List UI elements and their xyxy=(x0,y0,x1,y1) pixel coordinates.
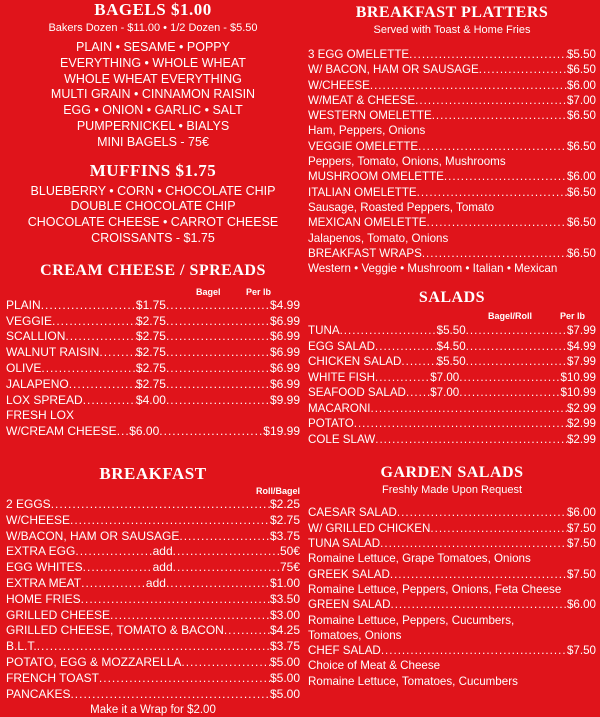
platters-title: BREAKFAST PLATTERS xyxy=(355,4,549,21)
spread-row: SCALLION ..... $2.75 ..... $6.99 xyxy=(6,329,300,345)
platter-row: W/ BACON, HAM OR SAUSAGE ..... $6.50 xyxy=(308,62,596,77)
garden-note: Romaine Lettuce, Grape Tomatoes, Onions xyxy=(308,552,531,566)
muffin-line: DOUBLE CHOCOLATE CHIP xyxy=(70,199,236,214)
garden-title: GARDEN SALADS xyxy=(380,464,524,482)
right-column xyxy=(308,0,596,689)
platter-row: VEGGIE OMELETTE ..... $6.50 xyxy=(308,139,596,154)
garden-row: W/ GRILLED CHICKEN ..... $7.50 xyxy=(308,521,596,536)
platter-row: WESTERN OMELETTE ..... $6.50 xyxy=(308,108,596,123)
breakfast-wrap-note: Make it a Wrap for $2.00 xyxy=(90,704,216,717)
spread-row: W/CREAM CHEESE ..... $6.00 ..... $19.99 xyxy=(6,424,300,440)
garden-note: Romaine Lettuce, Tomatoes, Cucumbers xyxy=(308,674,518,688)
spread-row: WALNUT RAISIN ..... $2.75 ..... $6.99 xyxy=(6,345,300,361)
spreads-col-bagel: Bagel xyxy=(196,286,221,297)
breakfast-row: FRENCH TOAST ..... $5.00 xyxy=(6,671,300,687)
garden-subtitle: Freshly Made Upon Request xyxy=(381,484,522,497)
garden-row: CHEF SALAD ..... $7.50 xyxy=(308,643,596,658)
salad-row: CHICKEN SALAD ..... $5.50 ..... $7.99 xyxy=(308,354,596,370)
garden-row: GREEN SALAD ..... $6.00 xyxy=(308,597,596,612)
spread-row: VEGGIE ..... $2.75 ..... $6.99 xyxy=(6,314,300,330)
bagel-line: EGG • ONION • GARLIC • SALT xyxy=(63,103,243,118)
salad-row: SEAFOOD SALAD ..... $7.00 ..... $10.99 xyxy=(308,385,596,401)
salad-row: WHITE FISH ..... $7.00 ..... $10.99 xyxy=(308,370,596,386)
garden-note: Choice of Meat & Cheese xyxy=(308,659,441,673)
breakfast-row: POTATO, EGG & MOZZARELLA ..... $5.00 xyxy=(6,655,300,671)
breakfast-row: EXTRA EGG ..... add ..... .50€ xyxy=(6,544,300,560)
salad-row: POTATO ..... $2.99 xyxy=(308,416,596,432)
garden-section xyxy=(308,463,596,689)
bagels-title: BAGELS $1.00 xyxy=(94,0,212,19)
muffin-line: CROISSANTS - $1.75 xyxy=(91,230,215,245)
garden-row: GREEK SALAD ..... $7.50 xyxy=(308,567,596,582)
salads-title: SALADS xyxy=(418,289,486,307)
bagel-line: PLAIN • SESAME • POPPY xyxy=(76,40,230,54)
salads-col-bagelroll: Bagel/Roll xyxy=(488,311,533,322)
breakfast-row: PANCAKES ..... $5.00 xyxy=(6,687,300,703)
platters-section xyxy=(308,3,596,276)
platter-row: W/MEAT & CHEESE ..... $7.00 xyxy=(308,93,596,108)
garden-note: Romaine Lettuce, Peppers, Onions, Feta Cheese xyxy=(308,582,562,596)
spreads-col-perlb: Per lb xyxy=(246,286,272,297)
breakfast-row: W/BACON, HAM OR SAUSAGE ..... $3.75 xyxy=(6,529,300,545)
breakfast-row: EXTRA MEAT ..... add ..... $1.00 xyxy=(6,576,300,592)
garden-note: Romaine Lettuce, Peppers, Cucumbers, Tomatoes, Onions xyxy=(308,613,515,642)
salads-col-perlb: Per lb xyxy=(560,311,586,322)
bagel-line: MINI BAGELS - 75€ xyxy=(97,134,209,149)
platter-row: MUSHROOM OMELETTE ..... $6.00 xyxy=(308,169,596,184)
salads-section xyxy=(308,288,596,447)
breakfast-row: EGG WHITES ..... add ..... .75€ xyxy=(6,560,300,576)
fresh-lox-label: FRESH LOX xyxy=(6,408,75,423)
breakfast-title: BREAKFAST xyxy=(99,463,207,483)
bagel-line: MULTI GRAIN • CINNAMON RAISIN xyxy=(50,87,256,102)
salad-row: EGG SALAD ..... $4.50 ..... $4.99 xyxy=(308,339,596,355)
bagels-section xyxy=(6,0,300,151)
bagel-line: WHOLE WHEAT EVERYTHING xyxy=(64,71,242,86)
platter-note: Western • Veggie • Mushroom • Italian • Mexican xyxy=(308,262,558,276)
platter-row: BREAKFAST WRAPS ..... $6.50 xyxy=(308,246,596,261)
spread-row: PLAIN ..... $1.75 ..... $4.99 xyxy=(6,298,300,314)
platter-row: ITALIAN OMELETTE ..... $6.50 xyxy=(308,185,596,200)
breakfast-row: 2 EGGS ..... $2.25 xyxy=(6,497,300,513)
bagel-line: EVERYTHING • WHOLE WHEAT xyxy=(60,55,246,70)
breakfast-row: W/CHEESE ..... $2.75 xyxy=(6,513,300,529)
bagels-subtitle: Bakers Dozen - $11.00 • 1/2 Dozen - $5.50 xyxy=(48,22,258,34)
platter-note: Jalapenos, Tomato, Onions xyxy=(308,231,449,245)
platter-row: MEXICAN OMELETTE ..... $6.50 xyxy=(308,215,596,230)
platter-row: W/CHEESE ..... $6.00 xyxy=(308,78,596,93)
spread-row: OLIVE ..... $2.75 ..... $6.99 xyxy=(6,361,300,377)
muffins-section xyxy=(6,161,300,247)
spread-row: JALAPENO ..... $2.75 ..... $6.99 xyxy=(6,377,300,393)
salad-row: MACARONI ..... $2.99 xyxy=(308,401,596,417)
breakfast-row: GRILLED CHEESE ..... $3.00 xyxy=(6,608,300,624)
muffins-title: MUFFINS $1.75 xyxy=(89,160,217,180)
bagel-line: PUMPERNICKEL • BIALYS xyxy=(76,118,230,133)
breakfast-row: HOME FRIES ..... $3.50 xyxy=(6,592,300,608)
breakfast-col-rollbagel: Roll/Bagel xyxy=(255,485,300,496)
breakfast-section xyxy=(6,464,300,717)
platter-note: Peppers, Tomato, Onions, Mushrooms xyxy=(308,155,506,169)
platter-row: 3 EGG OMELETTE ..... $5.50 xyxy=(308,47,596,62)
salad-row: TUNA ..... $5.50 ..... $7.99 xyxy=(308,323,596,339)
spreads-title: CREAM CHEESE / SPREADS xyxy=(40,261,266,279)
muffin-line: CHOCOLATE CHEESE • CARROT CHEESE xyxy=(27,215,279,230)
platters-subtitle: Served with Toast & Home Fries xyxy=(373,24,531,36)
breakfast-row: GRILLED CHEESE, TOMATO & BACON ..... $4.25 xyxy=(6,623,300,639)
muffin-line: BLUEBERRY • CORN • CHOCOLATE CHIP xyxy=(30,183,276,198)
spreads-section xyxy=(6,261,300,440)
platter-note: Sausage, Roasted Peppers, Tomato xyxy=(308,200,495,214)
spread-row: LOX SPREAD ..... $4.00 ..... $9.99 xyxy=(6,393,300,409)
breakfast-row: B.L.T. ..... $3.75 xyxy=(6,639,300,655)
garden-row: CAESAR SALAD ..... $6.00 xyxy=(308,505,596,520)
garden-row: TUNA SALAD ..... $7.50 xyxy=(308,536,596,551)
left-column xyxy=(6,0,300,717)
salad-row: COLE SLAW ..... $2.99 xyxy=(308,432,596,448)
platter-note: Ham, Peppers, Onions xyxy=(308,124,426,138)
